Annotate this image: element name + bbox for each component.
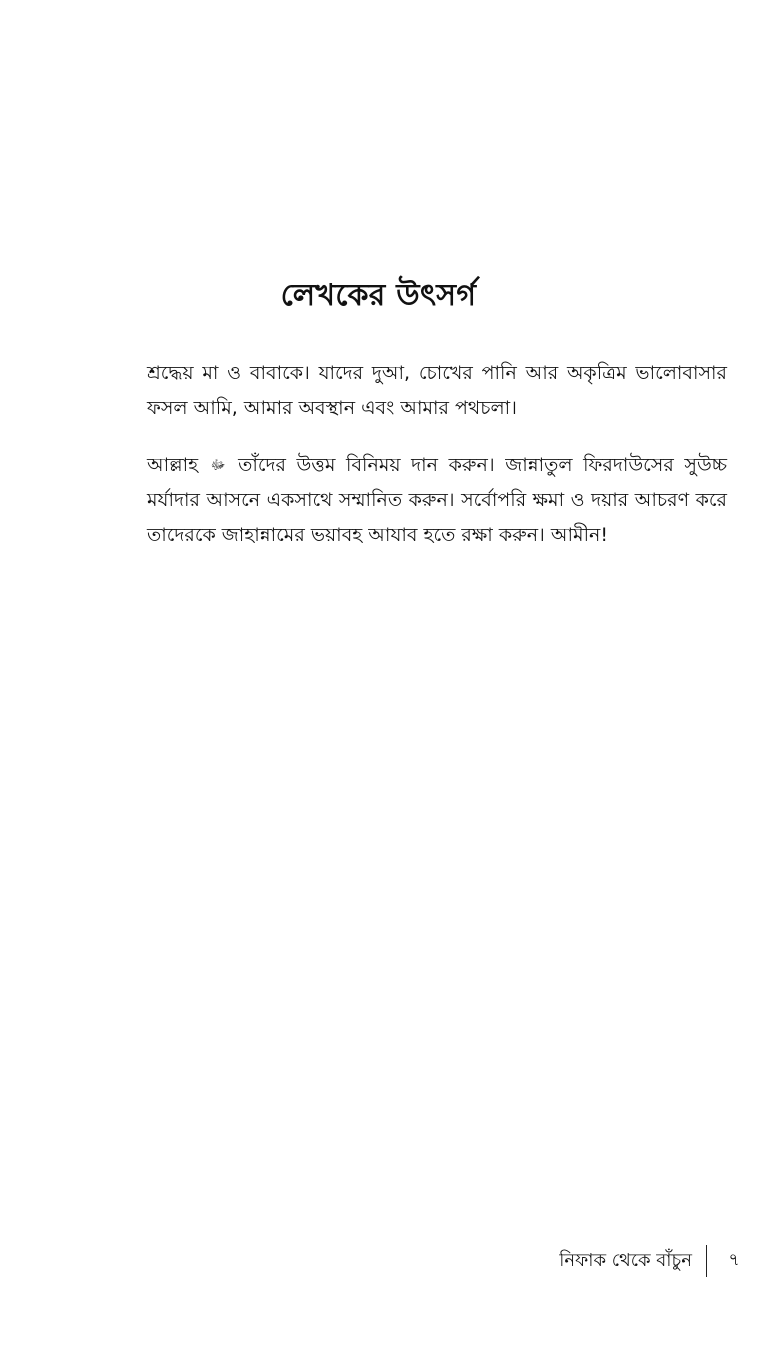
page-title: লেখকের উৎসর্গ <box>280 278 477 313</box>
page-footer <box>559 1244 741 1278</box>
page-number: ৭ <box>728 1250 740 1270</box>
dedication-paragraph-2 <box>147 448 727 553</box>
footer-divider <box>706 1245 707 1277</box>
prayer-text: তাঁদের উত্তম বিনিময় দান করুন। জান্নাতুল ফিরদাউসের সুউচ্চ মর্যাদার আসনে একসাথে সম্মানিত করুন। সর্বোপরি ক্ষমা ও দয়ার আচরণ করে তাদেরকে জাহান্নামের ভয়াবহ আযাব হতে রক্ষা করুন। আমীন! <box>147 454 727 546</box>
dedication-paragraph-1: শ্রদ্ধেয় মা ও বাবাকে। যাদের দুআ, চোখের পানি আর অকৃত্রিম ভালোবাসার ফসল আমি, আমার অবস্থান এবং আমার পথচলা। <box>147 362 727 419</box>
salawat-glyph-icon: ﷻ <box>210 458 226 473</box>
running-footer-title: নিফাক থেকে বাঁচুন <box>559 1250 692 1271</box>
allah-word: আল্লাহ <box>147 454 199 476</box>
